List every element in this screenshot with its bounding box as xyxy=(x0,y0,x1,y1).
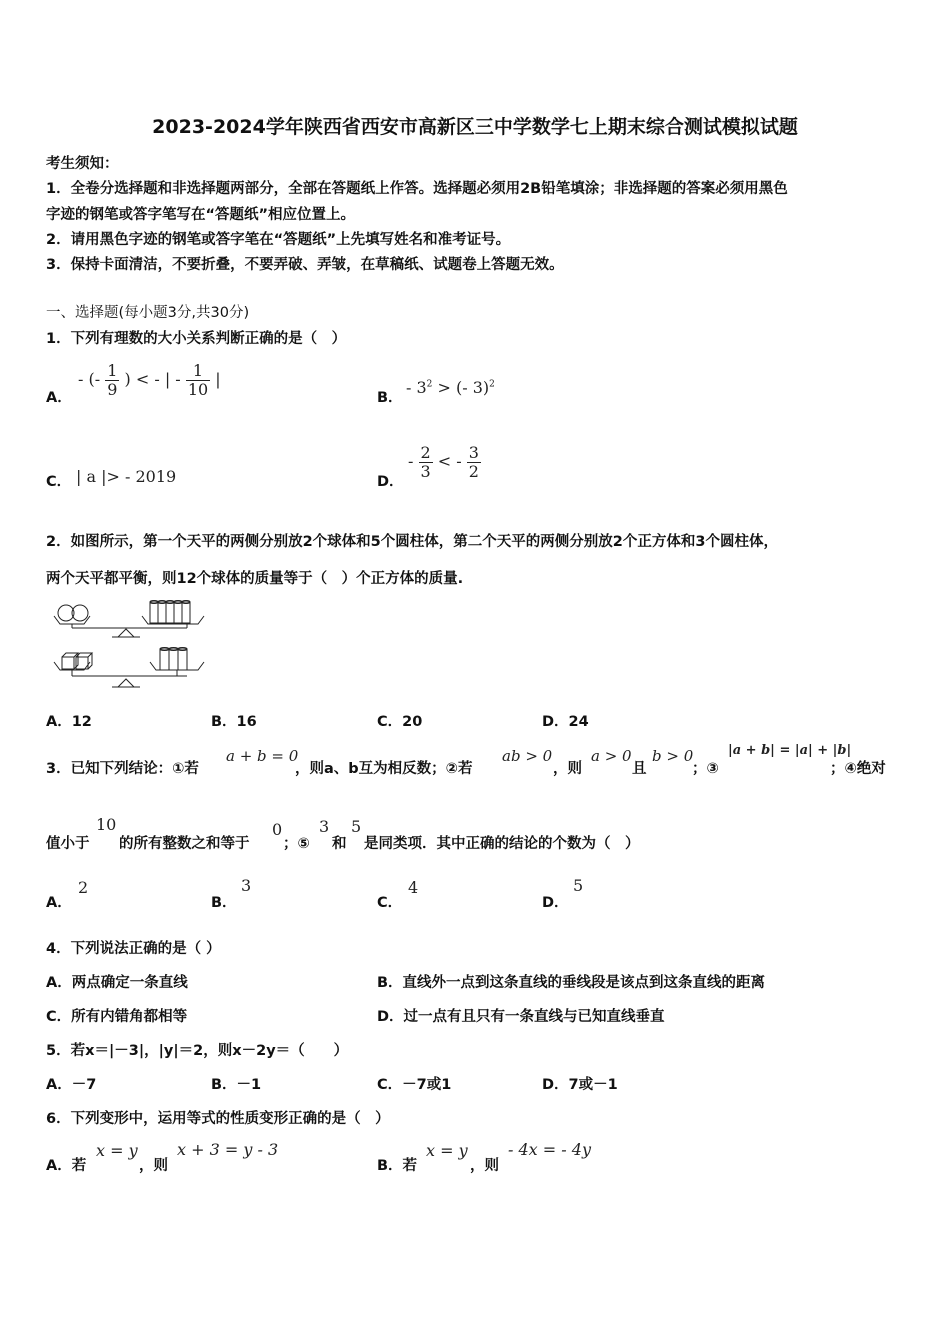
q5-option-a: A．－7 xyxy=(46,1077,97,1093)
q4-option-a: A．两点确定一条直线 xyxy=(46,975,188,991)
q2-option-b: B．16 xyxy=(211,714,257,730)
cube-icon xyxy=(62,653,92,669)
q3-text-7: 值小于 xyxy=(46,836,90,852)
cylinder-icon xyxy=(160,648,187,671)
q3-text-8: 的所有整数之和等于 xyxy=(119,836,250,852)
q6-option-a-then: ，则 xyxy=(139,1158,168,1174)
q1-option-a-label: A． xyxy=(46,390,72,406)
balance-scales-figure xyxy=(52,596,212,692)
q3-math-4: b > 0 xyxy=(652,747,694,765)
q6-option-b-label: B．若 xyxy=(377,1158,418,1174)
q3-math-7: 0 xyxy=(272,820,283,839)
q3-option-d-value: 5 xyxy=(573,876,584,895)
q1-option-c-expression: | a |> - 2019 xyxy=(76,467,177,486)
q3-text-1: 3．已知下列结论：①若 xyxy=(46,761,199,777)
q6-option-b-math-2: - 4x = - 4y xyxy=(508,1140,591,1159)
q3-math-3: a > 0 xyxy=(591,747,632,765)
q1-option-d-expression: - $\frac{2}{3}$ < - $\frac{3}{2}$ xyxy=(408,443,479,481)
q3-option-c-value: 4 xyxy=(408,878,419,897)
question-6-stem: 6．下列变形中，运用等式的性质变形正确的是（ ） xyxy=(46,1111,390,1127)
q1-option-a-expression: - (- $\frac{1}{9}$ ) < - | - $\frac{1}{10}$ | xyxy=(78,361,221,399)
q1-option-d-label: D． xyxy=(377,474,404,490)
q3-math-8: 3 xyxy=(319,817,330,836)
q3-text-10: 和 xyxy=(332,836,347,852)
notice-line-3: 3．保持卡面清洁，不要折叠，不要弄破、弄皱，在草稿纸、试题卷上答题无效。 xyxy=(46,257,564,273)
q3-text-9: ；⑤ xyxy=(283,836,310,852)
q3-text-3: ，则 xyxy=(553,761,582,777)
q3-math-1: a + b = 0 xyxy=(226,747,299,765)
q3-option-b-label: B． xyxy=(211,895,237,911)
q6-option-a-math-1: x = y xyxy=(96,1141,138,1160)
q3-option-c-label: C． xyxy=(377,895,403,911)
q3-option-d-label: D． xyxy=(542,895,569,911)
notice-heading: 考生须知： xyxy=(46,156,119,172)
q1-option-b-expression: - $3^2$ > (- 3)$^2$ xyxy=(406,378,495,397)
question-1-stem: 1．下列有理数的大小关系判断正确的是（ ） xyxy=(46,331,347,347)
q5-option-b: B．－1 xyxy=(211,1077,262,1093)
q6-option-a-label: A．若 xyxy=(46,1158,87,1174)
q3-text-11: 是同类项．其中正确的结论的个数为（ ） xyxy=(364,836,640,852)
q3-math-5: |a + b| = |a| + |b| xyxy=(728,743,852,758)
q6-option-b-math-1: x = y xyxy=(426,1141,468,1160)
q3-math-9: 5 xyxy=(351,817,362,836)
question-4-stem: 4．下列说法正确的是（ ） xyxy=(46,941,221,957)
q3-option-b-value: 3 xyxy=(241,876,252,895)
q3-option-a-value: 2 xyxy=(78,878,89,897)
q5-option-d: D．7或－1 xyxy=(542,1077,618,1093)
q3-text-5: ；③ xyxy=(692,761,719,777)
q3-text-4: 且 xyxy=(632,761,647,777)
q3-math-6: 10 xyxy=(96,815,117,834)
question-2-line-1: 2．如图所示，第一个天平的两侧分别放2个球体和5个圆柱体，第二个天平的两侧分别放2个正方体和3个圆柱体， xyxy=(46,534,778,550)
question-5-stem: 5．若x＝|－3|，|y|＝2，则x－2y＝（ ） xyxy=(46,1043,349,1059)
fulcrum-icon xyxy=(118,679,134,687)
q4-option-b: B．直线外一点到这条直线的垂线段是该点到这条直线的距离 xyxy=(377,975,766,991)
page-title: 2023-2024学年陕西省西安市高新区三中学数学七上期末综合测试模拟试题 xyxy=(152,116,798,138)
q1-option-b-label: B． xyxy=(377,390,403,406)
fulcrum-icon xyxy=(118,629,134,637)
q3-option-a-label: A． xyxy=(46,895,72,911)
q2-option-a: A．12 xyxy=(46,714,92,730)
question-2-line-2: 两个天平都平衡，则12个球体的质量等于（ ）个正方体的质量. xyxy=(46,571,464,587)
q4-option-c: C．所有内错角都相等 xyxy=(46,1009,188,1025)
q3-text-2: ，则a、b互为相反数；②若 xyxy=(295,761,473,777)
q3-text-6: ；④绝对 xyxy=(830,761,886,777)
q5-option-c: C．－7或1 xyxy=(377,1077,452,1093)
notice-line-1a: 1．全卷分选择题和非选择题两部分，全部在答题纸上作答。选择题必须用2B铅笔填涂；非选择题的答案必须用黑色 xyxy=(46,181,788,197)
notice-line-1b: 字迹的钢笔或答字笔写在“答题纸”相应位置上。 xyxy=(46,207,356,223)
q6-option-b-then: ，则 xyxy=(470,1158,499,1174)
q4-option-d: D．过一点有且只有一条直线与已知直线垂直 xyxy=(377,1009,665,1025)
cylinder-icon xyxy=(150,601,190,624)
q2-option-d: D．24 xyxy=(542,714,589,730)
q1-option-c-label: C． xyxy=(46,474,72,490)
q2-option-c: C．20 xyxy=(377,714,423,730)
notice-line-2: 2．请用黑色字迹的钢笔或答字笔在“答题纸”上先填写姓名和准考证号。 xyxy=(46,232,511,248)
q6-option-a-math-2: x + 3 = y - 3 xyxy=(177,1140,279,1159)
q3-math-2: ab > 0 xyxy=(502,747,553,765)
section-heading: 一、选择题(每小题3分,共30分) xyxy=(46,305,250,321)
